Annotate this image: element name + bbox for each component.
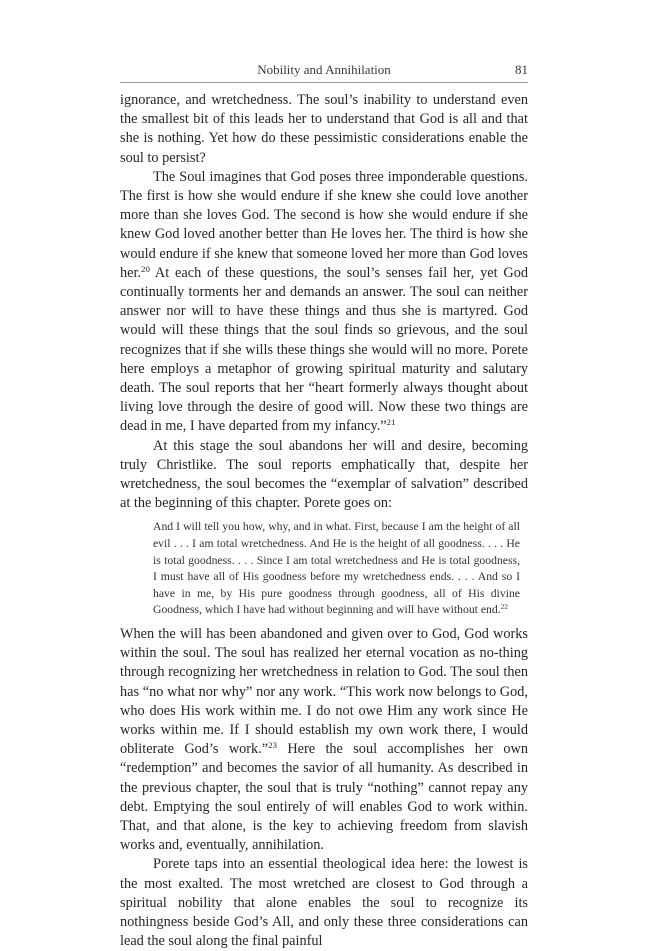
footnote-ref-22: 22 bbox=[500, 603, 508, 612]
paragraph-4-text-b: Here the soul accomplishes her own “redemption” and becomes the savior of all humanity. As described in the previous chapter, the soul that is truly “nothing” cannot repay any debt. Emptying the soul entirely of will enables God to work within. That, and that alone, is the key to achieving freedom from slavish works and, eventually, annihilation. bbox=[120, 741, 528, 854]
paragraph-2-text-b: At each of these questions, the soul’s senses fail her, yet God continually torments her and demands an answer. The soul can neither answer nor will to have these things and thus she is martyred. God would will these things that the soul finds so grievous, and the soul recognizes that if she wills these things she would will no more. Porete here employs a metaphor of growing spiritual maturity and salutary death. The soul reports that her “heart formerly always thought about living love through the desire of good will. Now these two things are dead in me, I have departed from my infancy.” bbox=[120, 264, 528, 435]
paragraph-2 bbox=[120, 168, 528, 437]
body-text bbox=[120, 91, 528, 951]
header-rule bbox=[120, 82, 528, 83]
running-header bbox=[120, 62, 528, 80]
footnote-ref-23: 23 bbox=[268, 740, 277, 751]
paragraph-1: ignorance, and wretchedness. The soul’s inability to understand even the smallest bit of this leads her to understand that God is all and that she is nothing. Yet how do these pessimistic considerations enable the soul to persist? bbox=[120, 92, 528, 166]
paragraph-4 bbox=[120, 625, 528, 855]
paragraph-4-text-a: When the will has been abandoned and given over to God, God works within the soul. The soul has realized her eternal vocation as no-thing through recognizing her wretchedness in relation to God. The soul then has “no what nor why” nor any work. “This work now belongs to God, who does His work within me. I do not owe Him any work since He works within me. If I should establish my own work there, I would obliterate God’s work.” bbox=[120, 626, 528, 758]
paragraph-3: At this stage the soul abandons her will and desire, becoming truly Christlike. The soul reports emphatically that, despite her wretchedness, the soul becomes the “exemplar of salvation” described at the beginning of this chapter. Porete goes on: bbox=[120, 437, 528, 512]
running-title: Nobility and Annihilation bbox=[257, 62, 391, 77]
block-quote-text: And I will tell you how, why, and in what. First, because I am the height of all evil . . . I am total wretchedness. And He is the height of all goodness. . . . He is total goodness. . . . Since I am total wretchedness and He is total goodness, I must have all of His goodness before my wretchedness ends. . . . And so I have in me, by His pure goodness through goodness, all of His divine Goodness, which I have had without beginning and will have without end. bbox=[153, 520, 520, 617]
block-quote bbox=[153, 519, 520, 619]
page-number: 81 bbox=[515, 62, 528, 77]
paragraph-2-text-a: The Soul imagines that God poses three imponderable questions. The first is how she would endure if she knew she could love another more than she loves God. The second is how she would endure if she knew God loved another better than He loves her. The third is how she would endure if she knew that someone loved her more than God loves her. bbox=[120, 168, 528, 281]
paragraph-5: Porete taps into an essential theological idea here: the lowest is the most exalted. The most wretched are closest to God through a spiritual nobility that alone enables the soul to recognize its nothingness beside God’s All, and only these three considerations can lead the soul along the final painful bbox=[120, 856, 528, 950]
footnote-ref-21: 21 bbox=[386, 417, 396, 428]
footnote-ref-20: 20 bbox=[141, 263, 150, 274]
